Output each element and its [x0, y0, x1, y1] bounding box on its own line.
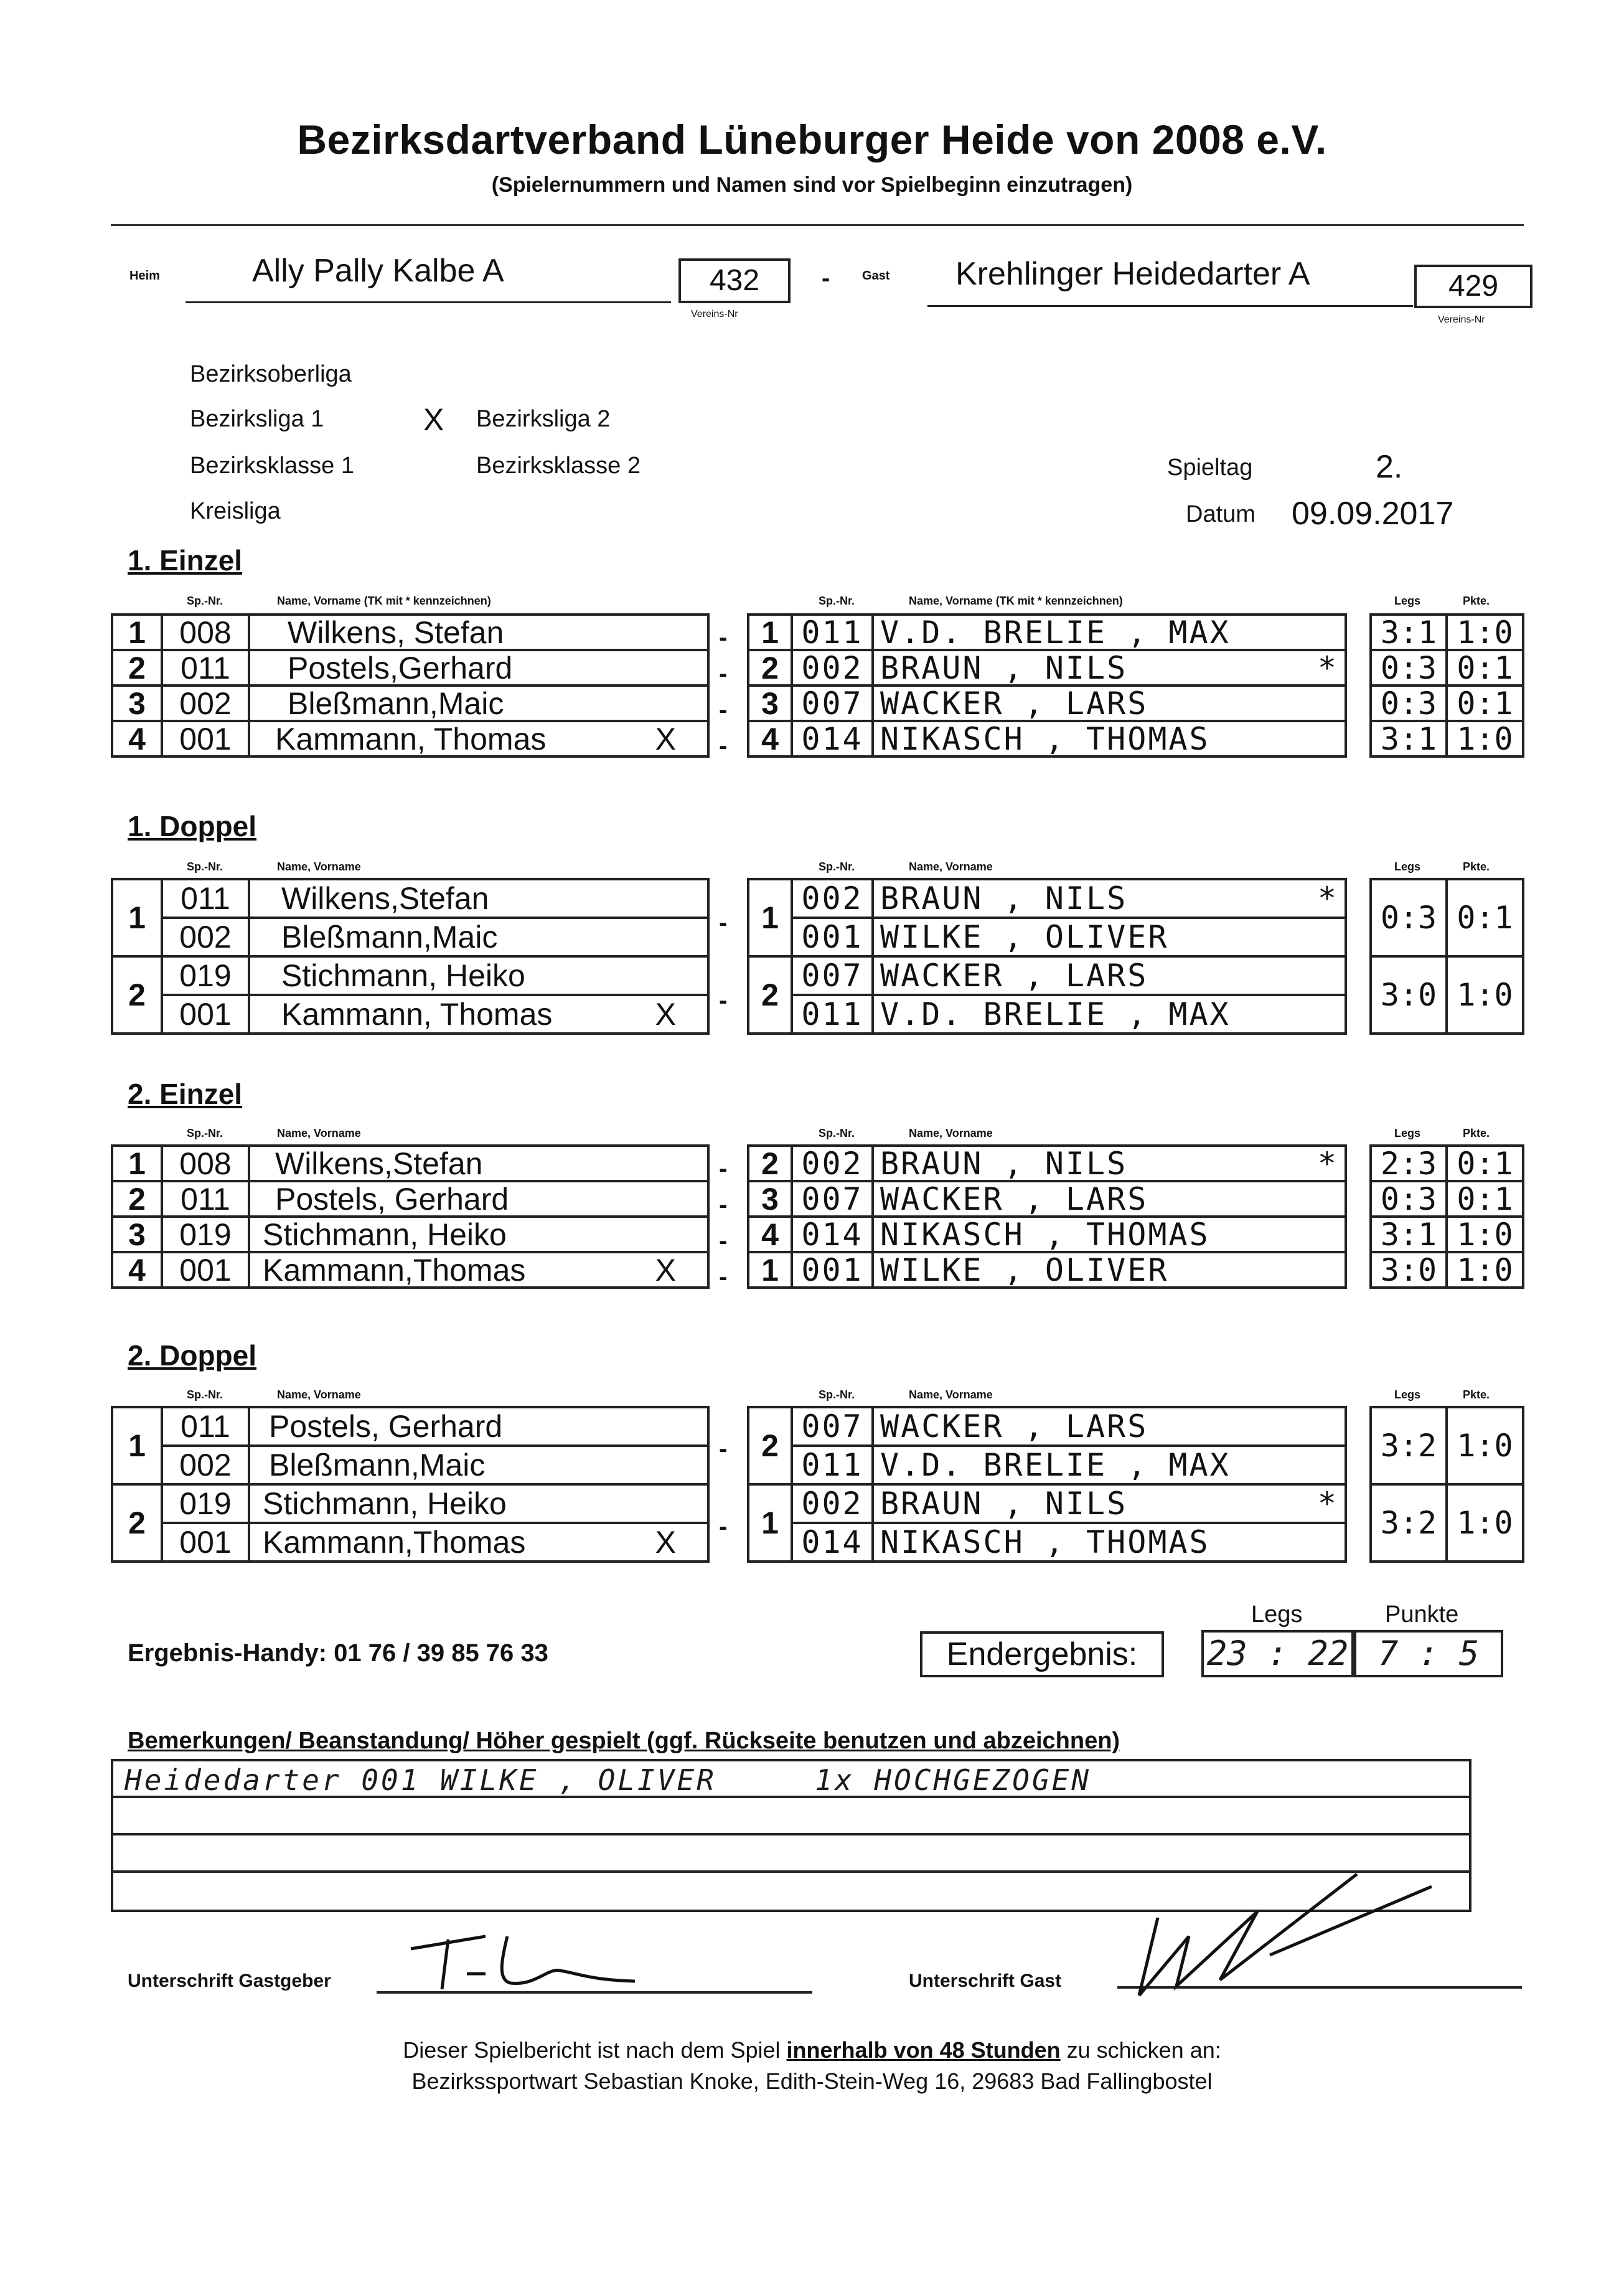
league-bezirksklasse-1: Bezirksklasse 1 [190, 453, 354, 479]
col-header-spnr: Sp.-Nr. [819, 595, 855, 607]
player-name-text: Kammann,Thomas [263, 1525, 526, 1560]
col-header-spnr: Sp.-Nr. [819, 1388, 855, 1401]
player-name: V.D. BRELIE , MAX [873, 1446, 1346, 1484]
signature-guest [1108, 1862, 1457, 2005]
endergebnis-label: Endergebnis: [920, 1631, 1164, 1677]
table-row [112, 615, 708, 650]
player-nr: 002 [162, 686, 249, 721]
player-nr: 019 [162, 1484, 249, 1523]
legs-score: 2:3 [1371, 1146, 1447, 1181]
player-nr: 014 [792, 721, 873, 756]
table-row [748, 686, 1346, 721]
points-score: 1:0 [1447, 956, 1523, 1034]
player-name [249, 1523, 708, 1562]
table-row [112, 1523, 708, 1562]
signature-host-label: Unterschrift Gastgeber [128, 1971, 331, 1991]
league-bezirksoberliga: Bezirksoberliga [190, 361, 352, 387]
match-no: 3 [748, 686, 792, 721]
match-no: 2 [748, 1146, 792, 1181]
player-name: Stichmann, Heiko [249, 1217, 708, 1252]
player-name [873, 1484, 1346, 1523]
einzel1-score-table [1369, 613, 1524, 758]
dash: - [719, 1435, 728, 1463]
col-header-spnr: Sp.-Nr. [187, 1388, 223, 1401]
captain-mark: X [655, 721, 676, 756]
table-row [748, 1252, 1346, 1288]
table-row [748, 1446, 1346, 1484]
star-mark: * [1317, 1146, 1338, 1181]
col-header-name: Name, Vorname [909, 1388, 993, 1401]
footer-line-2: Bezirkssportwart Sebastian Knoke, Edith-Stein-Weg 16, 29683 Bad Fallingbostel [411, 2068, 1213, 2094]
player-nr: 002 [162, 918, 249, 956]
player-name-text: BRAUN , NILS [880, 1486, 1128, 1522]
legs-score: 0:3 [1371, 879, 1447, 956]
match-no: 4 [112, 1252, 162, 1288]
captain-mark: X [655, 997, 676, 1032]
dash: - [719, 732, 728, 760]
legs-score: 3:0 [1371, 1252, 1447, 1288]
player-nr: 011 [162, 1407, 249, 1446]
player-nr: 007 [792, 956, 873, 995]
player-name [873, 650, 1346, 686]
points-score: 1:0 [1447, 1217, 1523, 1252]
table-row [748, 995, 1346, 1034]
player-name [873, 879, 1346, 918]
divider [111, 224, 1524, 226]
doppel1-title: 1. Doppel [128, 810, 257, 842]
footer-text: zu schicken an: [1060, 2037, 1221, 2063]
match-no: 4 [112, 721, 162, 756]
points-score: 1:0 [1447, 615, 1523, 650]
table-row [748, 1484, 1346, 1523]
player-name [873, 1217, 1346, 1252]
doppel1-home-table [111, 878, 710, 1035]
table-row [112, 956, 708, 995]
remarks-line [111, 1833, 1469, 1835]
gast-verein-nr: 429 [1414, 265, 1532, 308]
table-row [748, 615, 1346, 650]
player-name-text: Kammann, Thomas [281, 997, 553, 1032]
col-header-spnr: Sp.-Nr. [187, 595, 223, 607]
col-header-spnr: Sp.-Nr. [819, 860, 855, 873]
table-row [748, 956, 1346, 995]
col-header-name: Name, Vorname [277, 860, 361, 873]
table-row [748, 1146, 1346, 1181]
gast-team: Krehlinger Heidedarter A [955, 256, 1310, 292]
player-nr: 019 [162, 956, 249, 995]
table-row [1371, 1407, 1523, 1484]
player-name-text: BRAUN , NILS [880, 880, 1128, 916]
einzel1-home-table [111, 613, 710, 758]
player-nr: 007 [792, 1407, 873, 1446]
col-header-legs: Legs [1394, 860, 1421, 873]
player-nr: 011 [162, 650, 249, 686]
match-no: 1 [112, 615, 162, 650]
player-nr: 002 [792, 1484, 873, 1523]
dash: - [719, 696, 728, 723]
doppel2-away-table [747, 1406, 1347, 1563]
match-no: 2 [748, 650, 792, 686]
player-name-text: WILKE , OLIVER [880, 1252, 1169, 1288]
table-row [1371, 1146, 1523, 1181]
gast-underline [927, 305, 1413, 307]
einzel2-title: 2. Einzel [128, 1078, 243, 1110]
footer-deadline: innerhalb von 48 Stunden [786, 2037, 1061, 2063]
player-nr: 007 [792, 1181, 873, 1217]
player-name-text: NIKASCH , THOMAS [880, 1217, 1210, 1252]
player-nr: 008 [162, 1146, 249, 1181]
player-name [873, 721, 1346, 756]
einzel1-title: 1. Einzel [128, 544, 243, 577]
table-row [748, 1217, 1346, 1252]
col-header-name: Name, Vorname [277, 1388, 361, 1401]
table-row [1371, 686, 1523, 721]
player-nr: 001 [162, 1252, 249, 1288]
player-name-text: BRAUN , NILS [880, 650, 1128, 686]
player-nr: 014 [792, 1217, 873, 1252]
match-no: 2 [112, 1181, 162, 1217]
spieltag-value: 2. [1376, 449, 1403, 485]
table-row [1371, 615, 1523, 650]
player-nr: 001 [162, 995, 249, 1034]
player-name: WACKER , LARS [873, 956, 1346, 995]
gast-label: Gast [862, 269, 890, 283]
heim-team: Ally Pally Kalbe A [252, 253, 504, 289]
table-row [1371, 1484, 1523, 1562]
player-name-text: V.D. BRELIE , MAX [880, 615, 1231, 650]
player-name-text: BRAUN , NILS [880, 1146, 1128, 1181]
signature-host [373, 1911, 672, 2005]
points-score: 0:1 [1447, 1146, 1523, 1181]
table-row [112, 1407, 708, 1446]
table-row [1371, 956, 1523, 1034]
doppel1-away-table [747, 878, 1347, 1035]
dash: - [719, 660, 728, 687]
player-name [249, 995, 708, 1034]
remarks-label: Bemerkungen/ Beanstandung/ Höher gespielt (ggf. Rückseite benutzen und abzeichnen) [128, 1728, 1120, 1754]
einzel2-score-table [1369, 1144, 1524, 1289]
player-name-text: Kammann, Thomas [275, 721, 547, 756]
page-title: Bezirksdartverband Lüneburger Heide von 2008 e.V. [297, 116, 1327, 163]
spieltag-label: Spieltag [1167, 455, 1253, 481]
player-nr: 002 [792, 879, 873, 918]
match-no: 3 [748, 1181, 792, 1217]
player-nr: 011 [792, 995, 873, 1034]
player-name: V.D. BRELIE , MAX [873, 995, 1346, 1034]
col-header-legs: Legs [1394, 1127, 1421, 1139]
table-row [748, 879, 1346, 918]
player-nr: 007 [792, 686, 873, 721]
league-bezirksklasse-2: Bezirksklasse 2 [476, 453, 641, 479]
table-row [112, 995, 708, 1034]
match-no: 2 [112, 650, 162, 686]
dash: - [719, 1191, 728, 1218]
dash: - [719, 987, 728, 1014]
player-nr: 002 [792, 1146, 873, 1181]
table-row [1371, 1181, 1523, 1217]
table-row [112, 721, 708, 756]
separator: - [822, 265, 830, 292]
player-name: Bleßmann,Maic [249, 1446, 708, 1484]
legs-score: 3:1 [1371, 721, 1447, 756]
col-header-legs: Legs [1394, 1388, 1421, 1401]
gast-verein-nr-label: Vereins-Nr [1438, 314, 1485, 325]
legs-score: 3:0 [1371, 956, 1447, 1034]
dash: - [719, 1263, 728, 1291]
player-nr: 002 [162, 1446, 249, 1484]
table-row [1371, 650, 1523, 686]
col-header-pkte: Pkte. [1463, 595, 1490, 607]
dash: - [719, 1155, 728, 1182]
table-row [748, 1523, 1346, 1562]
doppel2-title: 2. Doppel [128, 1339, 257, 1372]
col-header-spnr: Sp.-Nr. [187, 1127, 223, 1139]
legs-score: 0:3 [1371, 1181, 1447, 1217]
match-no: 2 [112, 1484, 162, 1562]
final-points: 7 : 5 [1354, 1630, 1503, 1677]
match-no: 1 [748, 1484, 792, 1562]
match-no: 2 [748, 956, 792, 1034]
match-no: 4 [748, 721, 792, 756]
heim-label: Heim [129, 269, 160, 283]
league-bezirksliga-2: Bezirksliga 2 [476, 406, 611, 432]
player-name-text: Kammann,Thomas [263, 1252, 526, 1288]
footer-line-1 [0, 2037, 1624, 2063]
player-name [249, 1252, 708, 1288]
datum-value: 09.09.2017 [1292, 496, 1454, 532]
col-header-spnr: Sp.-Nr. [187, 860, 223, 873]
dash: - [719, 1513, 728, 1540]
points-score: 1:0 [1447, 1407, 1523, 1484]
player-nr: 001 [792, 1252, 873, 1288]
player-name: Wilkens,Stefan [249, 879, 708, 918]
signature-guest-label: Unterschrift Gast [909, 1971, 1062, 1991]
league-bezirksliga-1: Bezirksliga 1 [190, 406, 324, 432]
einzel1-away-table [747, 613, 1347, 758]
player-nr: 001 [162, 721, 249, 756]
remark-text: Heidedarter 001 WILKE , OLIVER 1x HOCHGEZOGEN [124, 1763, 1092, 1797]
player-name: Bleßmann,Maic [249, 686, 708, 721]
table-row [112, 1217, 708, 1252]
legs-score: 3:1 [1371, 1217, 1447, 1252]
legs-score: 3:1 [1371, 615, 1447, 650]
table-row [112, 879, 708, 918]
col-header-name: Name, Vorname [277, 1127, 361, 1139]
footer-text: Dieser Spielbericht ist nach dem Spiel [403, 2037, 787, 2063]
col-header-pkte: Pkte. [1463, 1127, 1490, 1139]
einzel2-away-table [747, 1144, 1347, 1289]
table-row [112, 686, 708, 721]
player-name: Stichmann, Heiko [249, 956, 708, 995]
table-row [748, 1407, 1346, 1446]
captain-mark: X [655, 1525, 676, 1560]
table-row [112, 1484, 708, 1523]
table-row [112, 1146, 708, 1181]
table-row [112, 918, 708, 956]
dash: - [719, 1227, 728, 1255]
player-name: Stichmann, Heiko [249, 1484, 708, 1523]
player-nr: 011 [792, 1446, 873, 1484]
match-no: 3 [112, 1217, 162, 1252]
player-name: Wilkens, Stefan [249, 615, 708, 650]
dash: - [719, 909, 728, 936]
doppel1-score-table [1369, 878, 1524, 1035]
player-name: WILKE , OLIVER [873, 918, 1346, 956]
star-mark: * [1317, 650, 1338, 686]
heim-verein-nr-label: Vereins-Nr [691, 309, 738, 319]
table-row [112, 1252, 708, 1288]
match-no: 2 [112, 956, 162, 1034]
col-header-legs: Legs [1394, 595, 1421, 607]
player-nr: 002 [792, 650, 873, 686]
player-name [873, 1146, 1346, 1181]
player-name: NIKASCH , THOMAS [873, 1523, 1346, 1562]
star-mark: * [1317, 1486, 1338, 1522]
legs-score: 3:2 [1371, 1484, 1447, 1562]
points-score: 1:0 [1447, 1252, 1523, 1288]
final-points-label: Punkte [1385, 1601, 1459, 1628]
player-name-text: WACKER , LARS [880, 686, 1148, 721]
table-row [748, 721, 1346, 756]
ergebnis-handy: Ergebnis-Handy: 01 76 / 39 85 76 33 [128, 1639, 548, 1667]
player-name [873, 1252, 1346, 1288]
col-header-name: Name, Vorname (TK mit * kennzeichnen) [277, 595, 491, 607]
player-name: Postels,Gerhard [249, 650, 708, 686]
col-header-pkte: Pkte. [1463, 860, 1490, 873]
doppel2-score-table [1369, 1406, 1524, 1563]
table-row [748, 918, 1346, 956]
match-no: 3 [112, 686, 162, 721]
captain-mark: X [655, 1252, 676, 1288]
match-no: 1 [748, 615, 792, 650]
col-header-name: Name, Vorname (TK mit * kennzeichnen) [909, 595, 1123, 607]
league-kreisliga: Kreisliga [190, 498, 281, 524]
player-nr: 014 [792, 1523, 873, 1562]
table-row [1371, 879, 1523, 956]
match-no: 1 [112, 879, 162, 956]
table-row [112, 650, 708, 686]
league-mark: X [423, 402, 444, 437]
player-name [873, 686, 1346, 721]
legs-score: 0:3 [1371, 686, 1447, 721]
star-mark: * [1317, 880, 1338, 916]
player-name: WACKER , LARS [873, 1407, 1346, 1446]
match-no: 4 [748, 1217, 792, 1252]
player-name [873, 615, 1346, 650]
player-name-text: NIKASCH , THOMAS [880, 721, 1210, 756]
table-row [112, 1446, 708, 1484]
table-row [1371, 1217, 1523, 1252]
player-nr: 001 [162, 1523, 249, 1562]
table-row [748, 650, 1346, 686]
match-no: 2 [748, 1407, 792, 1484]
page-subtitle: (Spielernummern und Namen sind vor Spielbeginn einzutragen) [491, 173, 1133, 197]
col-header-name: Name, Vorname [909, 860, 993, 873]
final-legs: 23 : 22 [1201, 1630, 1354, 1677]
col-header-name: Name, Vorname [909, 1127, 993, 1139]
match-no: 1 [112, 1407, 162, 1484]
heim-verein-nr: 432 [678, 258, 791, 303]
player-nr: 011 [792, 615, 873, 650]
points-score: 0:1 [1447, 686, 1523, 721]
player-name: Bleßmann,Maic [249, 918, 708, 956]
legs-score: 0:3 [1371, 650, 1447, 686]
player-nr: 008 [162, 615, 249, 650]
final-legs-label: Legs [1251, 1601, 1303, 1628]
player-nr: 001 [792, 918, 873, 956]
table-row [1371, 1252, 1523, 1288]
points-score: 1:0 [1447, 1484, 1523, 1562]
player-nr: 011 [162, 1181, 249, 1217]
player-name: Postels, Gerhard [249, 1407, 708, 1446]
player-name-text: WACKER , LARS [880, 1181, 1148, 1217]
player-nr: 019 [162, 1217, 249, 1252]
dash: - [719, 624, 728, 651]
player-name: Postels, Gerhard [249, 1181, 708, 1217]
doppel2-home-table [111, 1406, 710, 1563]
match-no: 1 [748, 879, 792, 956]
points-score: 0:1 [1447, 1181, 1523, 1217]
table-row [112, 1181, 708, 1217]
col-header-spnr: Sp.-Nr. [819, 1127, 855, 1139]
player-name: Wilkens,Stefan [249, 1146, 708, 1181]
match-no: 1 [112, 1146, 162, 1181]
player-name [249, 721, 708, 756]
datum-label: Datum [1186, 501, 1256, 527]
einzel2-home-table [111, 1144, 710, 1289]
heim-underline [185, 301, 671, 303]
player-name [873, 1181, 1346, 1217]
col-header-pkte: Pkte. [1463, 1388, 1490, 1401]
table-row [1371, 721, 1523, 756]
points-score: 0:1 [1447, 650, 1523, 686]
match-no: 1 [748, 1252, 792, 1288]
legs-score: 3:2 [1371, 1407, 1447, 1484]
points-score: 1:0 [1447, 721, 1523, 756]
table-row [748, 1181, 1346, 1217]
player-nr: 011 [162, 879, 249, 918]
points-score: 0:1 [1447, 879, 1523, 956]
